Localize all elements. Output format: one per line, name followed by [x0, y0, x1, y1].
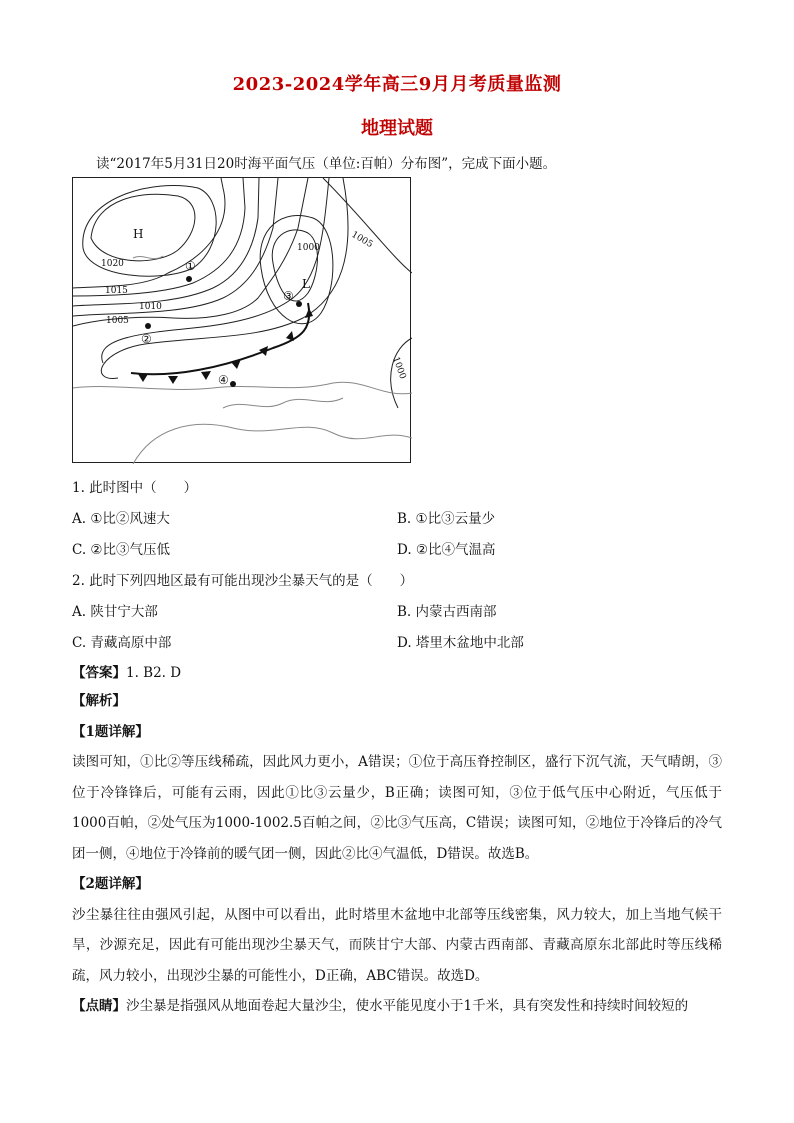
border-line-2: [133, 424, 412, 464]
front-triangle: [168, 376, 178, 384]
question-2-option-c: C. 青藏高原中部: [72, 635, 172, 651]
answer-line: [72, 661, 181, 681]
answer-text: 1. B2. D: [126, 665, 182, 681]
isobar-label-1005: 1005: [106, 316, 129, 326]
label-low: L: [302, 277, 310, 291]
isobar-a: [73, 178, 245, 296]
isobar-label-1005-right: 1005: [349, 229, 375, 251]
front-triangle: [201, 371, 211, 380]
front-triangle: [231, 359, 241, 369]
question-1-option-b: B. ①比③云量少: [397, 511, 496, 527]
question-1-stem: 1. 此时图中（ ）: [72, 480, 198, 496]
pressure-map-svg: [73, 178, 412, 464]
q2-detail-text: 沙尘暴往往由强风引起，从图中可以看出，此时塔里木盆地中北部等压线密集，风力较大，加上当地气候干旱，沙源充足，因此有可能出现沙尘暴天气，而陕甘宁大部、内蒙古西南部、青藏高原东北部此时等压线稀疏，风力较小，出现沙尘暴的可能性小，D正确，ABC错误。故选D。: [72, 906, 722, 984]
tip-text: 沙尘暴是指强风从地面卷起大量沙尘，使水平能见度小于1千米，具有突发性和持续时间较短的: [126, 998, 689, 1014]
label-high: H: [133, 227, 144, 241]
border-line-3: [223, 398, 343, 408]
point-4-dot: [230, 381, 236, 387]
question-2-stem: 2. 此时下列四地区最有可能出现沙尘暴天气的是（ ）: [72, 573, 414, 589]
q2-detail-tag: 【2题详解】: [72, 876, 149, 892]
pressure-map: [72, 177, 411, 463]
front-triangle: [286, 331, 294, 341]
label-point-1: ①: [185, 259, 196, 273]
tip-tag: 【点睛】: [72, 998, 126, 1014]
front-triangle: [259, 346, 268, 356]
question-1-option-a: A. ①比②风速大: [72, 511, 170, 527]
analysis-block: [72, 686, 722, 1022]
page-title: 2023-2024学年高三9月月考质量监测: [232, 74, 562, 95]
q1-detail-text: 读图可知，①比②等压线稀疏，因此风力更小，A错误；①位于高压脊控制区，盛行下沉气流，天气晴朗，③位于冷锋锋后，可能有云雨，因此①比③云量少，B正确；读图可知，③位于低气压中心附近，气压低于1000百帕，②处气压为1000-1002.5百帕之间，②比③气压高，C错误；读图可知，②地位于冷锋后的冷气团一侧，④地位于冷锋前的暖气团一侧，因此②比④气温低，D错误。故选B。: [72, 754, 722, 862]
isobar-label-1010: 1010: [139, 302, 162, 312]
page-subtitle: 地理试题: [361, 118, 433, 139]
front-triangle: [305, 308, 313, 318]
label-point-3: ③: [283, 289, 294, 303]
isobar-label-1020: 1020: [101, 259, 124, 269]
tip-line: [72, 991, 722, 1022]
q1-detail-tag: 【1题详解】: [72, 723, 149, 740]
label-point-2: ②: [141, 332, 152, 346]
isobar-label-1000-right: 1000: [390, 355, 408, 381]
question-1-option-d: D. ②比④气温高: [397, 542, 496, 558]
cold-front: [131, 303, 309, 374]
isobar-label-1000: 1000: [297, 243, 320, 253]
question-2-option-b: B. 内蒙古西南部: [397, 604, 497, 620]
point-2-dot: [145, 323, 151, 329]
answer-tag: 【答案】: [72, 665, 126, 681]
border-line-4: [133, 256, 163, 259]
question-intro: 读“2017年5月31日20时海平面气压（单位:百帕）分布图”，完成下面小题。: [96, 156, 557, 172]
isobar-label-1015: 1015: [105, 286, 128, 296]
analysis-tag: 【解析】: [72, 693, 126, 709]
question-2-option-d: D. 塔里木盆地中北部: [397, 635, 524, 651]
question-2-option-a: A. 陕甘宁大部: [72, 604, 158, 620]
border-line: [73, 382, 412, 394]
isobar-1005-right: [323, 178, 412, 273]
isobar-low-inner: [272, 230, 317, 301]
label-point-4: ④: [218, 373, 229, 387]
front-triangle: [138, 374, 148, 382]
question-1-option-c: C. ②比③气压低: [72, 542, 171, 558]
point-1-dot: [186, 276, 192, 282]
point-3-dot: [296, 301, 302, 307]
